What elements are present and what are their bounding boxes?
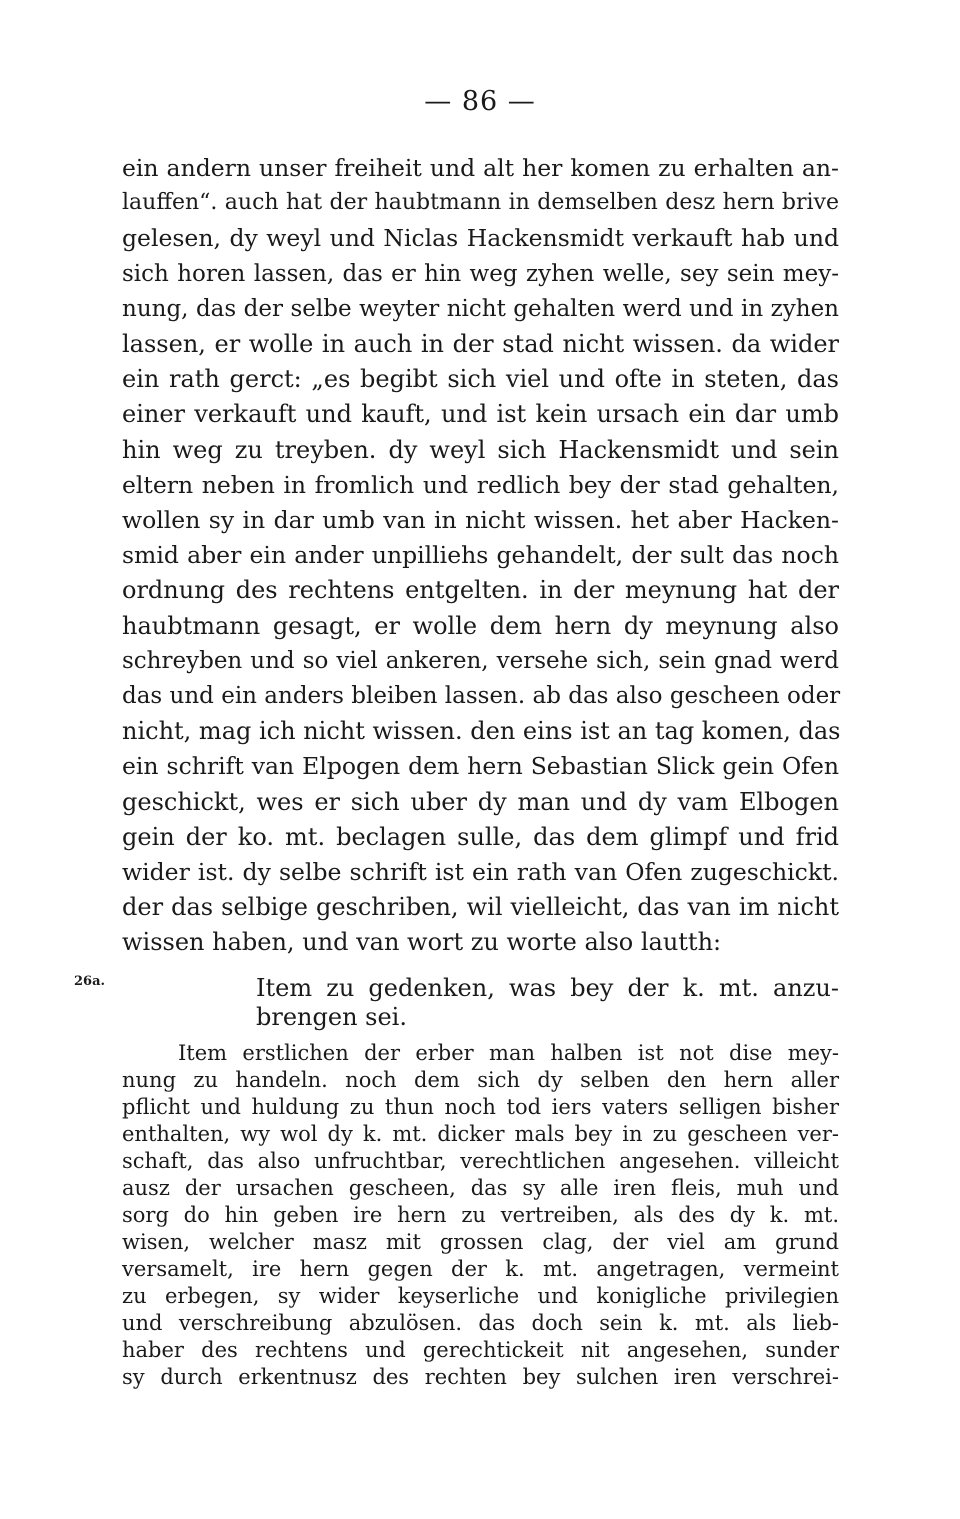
- text-line: wisen, welcher masz mit grossen clag, der viel am grund: [122, 1230, 839, 1254]
- text-line: wollen sy in dar umb van in nicht wissen. het aber Hacken-: [122, 506, 839, 534]
- text-line: pflicht und huldung zu thun noch tod iers vaters selligen bisher: [122, 1095, 839, 1119]
- text-line: smid aber ein ander unpilliehs gehandelt, der sult das noch: [122, 541, 839, 569]
- text-line: gein der ko. mt. beclagen sulle, das dem glimpf und frid: [122, 823, 839, 851]
- heading-line: brengen sei.: [256, 1003, 407, 1031]
- text-line: versamelt, ire hern gegen der k. mt. angetragen, vermeint: [122, 1257, 839, 1281]
- text-line: schreyben und so viel ankeren, versehe sich, sein gnad werd: [122, 648, 839, 674]
- text-line: das und ein anders bleiben lassen. ab das also gescheen oder: [122, 683, 841, 709]
- text-line: schaft, das also unfruchtbar, verechtlichen angesehen. villeicht: [122, 1149, 839, 1173]
- text-line: Item erstlichen der erber man halben ist not dise mey-: [178, 1041, 839, 1065]
- text-line: enthalten, wy wol dy k. mt. dicker mals bey in zu gescheen ver-: [122, 1122, 839, 1146]
- text-line: einer verkauft und kauft, und ist kein ursach ein dar umb: [122, 400, 839, 428]
- text-line: ein rath gerct: „es begibt sich viel und ofte in steten, das: [122, 365, 839, 393]
- page-number: — 86 —: [424, 86, 536, 117]
- text-line: der das selbige geschriben, wil vielleicht, das van im nicht: [122, 893, 839, 921]
- text-line: ausz der ursachen gescheen, das sy alle iren fleis, muh und: [122, 1176, 839, 1200]
- text-line: hin weg zu treyben. dy weyl sich Hackensmidt und sein: [122, 436, 839, 464]
- text-line: ein schrift van Elpogen dem hern Sebastian Slick gein Ofen: [122, 752, 839, 780]
- text-line: sorg do hin geben ire hern zu vertreiben, als des dy k. mt.: [122, 1203, 839, 1227]
- text-line: sich horen lassen, das er hin weg zyhen welle, sey sein mey-: [122, 261, 839, 287]
- text-line: haber des rechtens und gerechtickeit nit angesehen, sunder: [122, 1338, 839, 1362]
- text-line: lauffen“. auch hat der haubtmann in demselben desz hern brive: [122, 190, 839, 215]
- heading-line: Item zu gedenken, was bey der k. mt. anzu-: [256, 974, 839, 1002]
- text-line: ein andern unser freiheit und alt her komen zu erhalten an-: [122, 154, 839, 182]
- text-line: und verschreibung abzulösen. das doch sein k. mt. als lieb-: [122, 1311, 839, 1335]
- text-line: nung, das der selbe weyter nicht gehalten werd und in zyhen: [122, 296, 839, 322]
- text-line: lassen, er wolle in auch in der stad nicht wissen. da wider: [122, 330, 839, 358]
- text-line: wissen haben, und van wort zu worte also lautth:: [122, 928, 722, 956]
- text-line: nung zu handeln. noch dem sich dy selben den hern aller: [122, 1068, 839, 1092]
- text-line: wider ist. dy selbe schrift ist ein rath van Ofen zugeschickt.: [122, 858, 839, 886]
- text-line: nicht, mag ich nicht wissen. den eins ist an tag komen, das: [122, 717, 841, 745]
- text-line: haubtmann gesagt, er wolle dem hern dy meynung also: [122, 612, 839, 640]
- text-line: ordnung des rechtens entgelten. in der meynung hat der: [122, 576, 839, 604]
- text-line: geschickt, wes er sich uber dy man und dy vam Elbogen: [122, 788, 839, 816]
- text-line: sy durch erkentnusz des rechten bey sulchen iren verschrei-: [122, 1365, 839, 1389]
- margin-note: 26a.: [74, 974, 106, 989]
- text-line: eltern neben in fromlich und redlich bey der stad gehalten,: [122, 471, 839, 499]
- text-line: gelesen, dy weyl und Niclas Hackensmidt verkauft hab und: [122, 224, 839, 252]
- text-line: zu erbegen, sy wider keyserliche und konigliche privilegien: [122, 1284, 839, 1308]
